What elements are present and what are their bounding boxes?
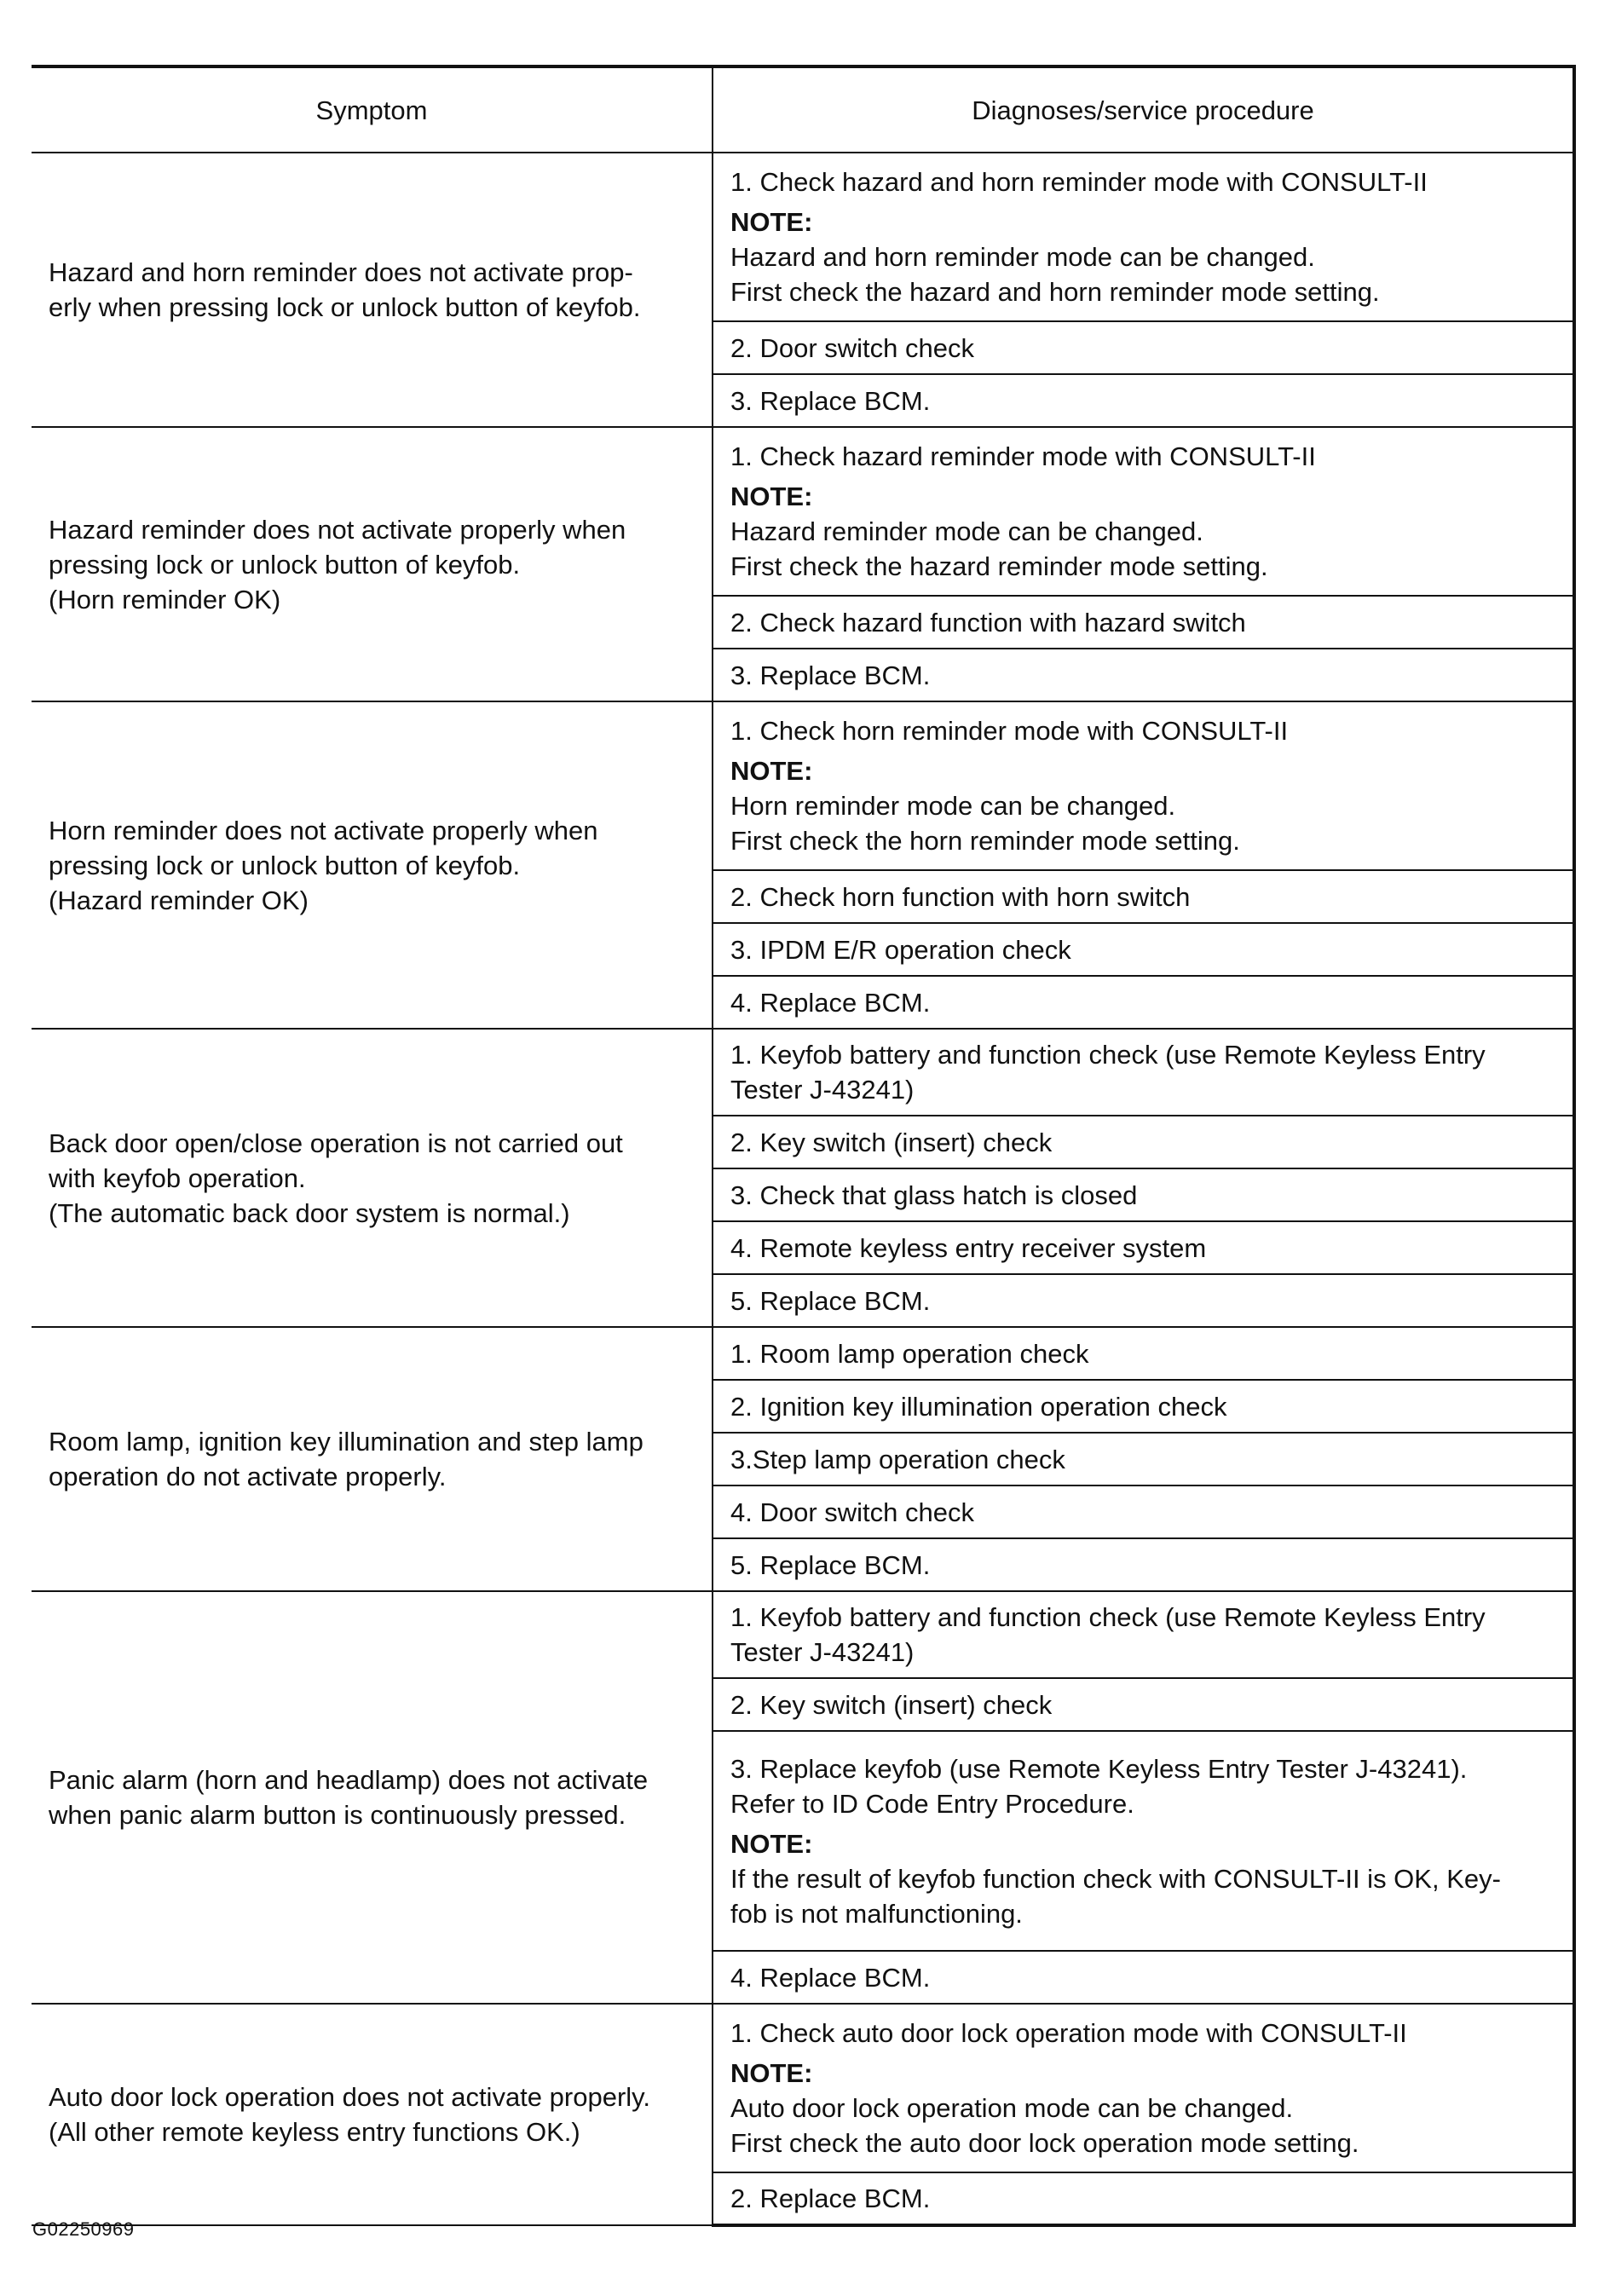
procedure-step-cell bbox=[713, 870, 1574, 923]
procedure-step-cell bbox=[713, 2172, 1574, 2225]
procedure-step-cell bbox=[713, 1274, 1574, 1327]
symptom-text-line: operation do not activate properly. bbox=[49, 1462, 447, 1491]
table-row bbox=[32, 701, 1574, 870]
procedure-step-text: 2. Check hazard function with hazard switch bbox=[730, 607, 1246, 637]
symptom-cell bbox=[32, 701, 713, 1029]
procedure-step-cell bbox=[713, 1591, 1574, 1678]
note-text: If the result of keyfob function check with CONSULT-II is OK, Key- bbox=[730, 1863, 1501, 1894]
table-row bbox=[32, 1591, 1574, 1678]
procedure-step-text: 3. IPDM E/R operation check bbox=[730, 934, 1071, 965]
note-label: NOTE: bbox=[730, 207, 813, 237]
procedure-step-text: Refer to ID Code Entry Procedure. bbox=[730, 1788, 1134, 1819]
procedure-step-text: 3. Check that glass hatch is closed bbox=[730, 1180, 1138, 1210]
procedure-step-cell bbox=[713, 427, 1574, 596]
procedure-step-cell bbox=[713, 1327, 1574, 1380]
symptom-cell bbox=[32, 1327, 713, 1591]
procedure-step-text: 1. Check hazard reminder mode with CONSULT-II bbox=[730, 441, 1316, 471]
procedure-step-text: 4. Replace BCM. bbox=[730, 987, 931, 1018]
procedure-step-text: Tester J-43241) bbox=[730, 1075, 915, 1105]
procedure-step-text: 1. Keyfob battery and function check (use Remote Keyless Entry bbox=[730, 1602, 1486, 1632]
symptom-text-line: Auto door lock operation does not activate properly. bbox=[49, 2082, 650, 2112]
symptom-text-line: pressing lock or unlock button of keyfob. bbox=[49, 549, 521, 580]
procedure-step-cell bbox=[713, 1951, 1574, 2004]
symptom-cell bbox=[32, 427, 713, 701]
symptom-text-line: erly when pressing lock or unlock button of keyfob. bbox=[49, 292, 641, 322]
symptom-cell bbox=[32, 2004, 713, 2225]
symptom-cell bbox=[32, 1029, 713, 1327]
procedure-step-text: 4. Door switch check bbox=[730, 1497, 974, 1527]
procedure-step-cell bbox=[713, 1221, 1574, 1274]
procedure-step-text: 1. Check horn reminder mode with CONSULT-II bbox=[730, 716, 1289, 746]
table-row bbox=[32, 153, 1574, 321]
procedure-step-cell bbox=[713, 1116, 1574, 1168]
symptom-text-line: (Hazard reminder OK) bbox=[49, 885, 309, 915]
procedure-step-cell bbox=[713, 596, 1574, 649]
note-text: First check the auto door lock operation mode setting. bbox=[730, 2128, 1359, 2158]
procedure-step-text: 2. Ignition key illumination operation check bbox=[730, 1391, 1227, 1422]
symptom-text-line: (The automatic back door system is normal.) bbox=[49, 1197, 570, 1228]
procedure-step-text: 2. Check horn function with horn switch bbox=[730, 881, 1191, 912]
procedure-step-cell bbox=[713, 1168, 1574, 1221]
procedure-step-text: 3. Replace BCM. bbox=[730, 660, 931, 690]
procedure-step-cell bbox=[713, 1538, 1574, 1591]
symptom-text-line: with keyfob operation. bbox=[49, 1162, 306, 1193]
procedure-step-text: 3. Replace BCM. bbox=[730, 385, 931, 416]
symptom-text-line: Room lamp, ignition key illumination and step lamp bbox=[49, 1427, 643, 1457]
note-label: NOTE: bbox=[730, 756, 813, 786]
procedure-step-cell bbox=[713, 1029, 1574, 1116]
procedure-step-cell bbox=[713, 701, 1574, 870]
symptom-text-line: pressing lock or unlock button of keyfob. bbox=[49, 850, 521, 880]
note-text: Hazard reminder mode can be changed. bbox=[730, 516, 1203, 546]
procedure-step-text: 2. Door switch check bbox=[730, 332, 974, 363]
symptom-cell bbox=[32, 153, 713, 427]
note-text: First check the hazard and horn reminder mode setting. bbox=[730, 277, 1380, 307]
symptom-text-line: Hazard reminder does not activate properly when bbox=[49, 514, 626, 545]
procedure-step-cell bbox=[713, 1678, 1574, 1731]
procedure-step-text: 5. Replace BCM. bbox=[730, 1549, 931, 1580]
note-text: fob is not malfunctioning. bbox=[730, 1898, 1023, 1929]
procedure-step-text: Tester J-43241) bbox=[730, 1637, 915, 1667]
procedure-step-cell bbox=[713, 976, 1574, 1029]
table-row bbox=[32, 1029, 1574, 1116]
procedure-step-cell bbox=[713, 321, 1574, 374]
procedure-step-text: 1. Check auto door lock operation mode with CONSULT-II bbox=[730, 2018, 1407, 2048]
procedure-step-text: 4. Remote keyless entry receiver system bbox=[730, 1232, 1207, 1263]
procedure-step-text: 2. Key switch (insert) check bbox=[730, 1127, 1053, 1157]
symptom-text-line: Panic alarm (horn and headlamp) does not activate bbox=[49, 1765, 649, 1795]
procedure-step-cell bbox=[713, 2004, 1574, 2172]
procedure-step-cell bbox=[713, 1485, 1574, 1538]
figure-code: G02250969 bbox=[32, 2218, 135, 2240]
symptom-text-line: Horn reminder does not activate properly when bbox=[49, 815, 598, 845]
note-text: First check the horn reminder mode setting. bbox=[730, 826, 1240, 856]
procedure-step-cell bbox=[713, 923, 1574, 976]
symptom-text-line: Hazard and horn reminder does not activate prop- bbox=[49, 257, 633, 287]
symptom-text-line: (All other remote keyless entry functions OK.) bbox=[49, 2117, 580, 2147]
procedure-step-text: 5. Replace BCM. bbox=[730, 1285, 931, 1316]
note-label: NOTE: bbox=[730, 482, 813, 511]
note-text: Auto door lock operation mode can be changed. bbox=[730, 2093, 1294, 2123]
symptom-column-header: Symptom bbox=[32, 66, 713, 153]
procedure-step-cell bbox=[713, 1380, 1574, 1433]
note-label: NOTE: bbox=[730, 2058, 813, 2088]
symptom-text-line: when panic alarm button is continuously pressed. bbox=[49, 1800, 626, 1830]
procedure-step-text: 3. Replace keyfob (use Remote Keyless Entry Tester J-43241). bbox=[730, 1753, 1468, 1784]
procedure-step-text: 1. Check hazard and horn reminder mode with CONSULT-II bbox=[730, 167, 1428, 197]
table-body bbox=[32, 153, 1574, 2225]
note-text: First check the hazard reminder mode setting. bbox=[730, 551, 1268, 581]
procedure-step-cell bbox=[713, 1731, 1574, 1951]
diagnosis-table-container bbox=[32, 65, 1574, 2227]
procedure-column-header: Diagnoses/service procedure bbox=[713, 66, 1574, 153]
table-row bbox=[32, 2004, 1574, 2172]
procedure-step-text: 3.Step lamp operation check bbox=[730, 1444, 1065, 1474]
procedure-step-cell bbox=[713, 1433, 1574, 1485]
header-row bbox=[32, 66, 1574, 153]
procedure-step-text: 1. Keyfob battery and function check (use Remote Keyless Entry bbox=[730, 1040, 1486, 1070]
procedure-step-cell bbox=[713, 649, 1574, 701]
procedure-step-cell bbox=[713, 374, 1574, 427]
procedure-step-cell bbox=[713, 153, 1574, 321]
procedure-step-text: 4. Replace BCM. bbox=[730, 1962, 931, 1993]
note-text: Hazard and horn reminder mode can be changed. bbox=[730, 242, 1315, 272]
table-row bbox=[32, 427, 1574, 596]
table-header bbox=[32, 66, 1574, 153]
procedure-step-text: 1. Room lamp operation check bbox=[730, 1338, 1089, 1369]
note-label: NOTE: bbox=[730, 1828, 813, 1859]
symptom-text-line: (Horn reminder OK) bbox=[49, 584, 281, 614]
note-text: Horn reminder mode can be changed. bbox=[730, 791, 1176, 821]
procedure-step-text: 2. Key switch (insert) check bbox=[730, 1689, 1053, 1720]
procedure-step-text: 2. Replace BCM. bbox=[730, 2184, 931, 2213]
symptom-text-line: Back door open/close operation is not carried out bbox=[49, 1128, 623, 1158]
diagnosis-table bbox=[32, 65, 1576, 2227]
table-row bbox=[32, 1327, 1574, 1380]
symptom-cell bbox=[32, 1591, 713, 2004]
